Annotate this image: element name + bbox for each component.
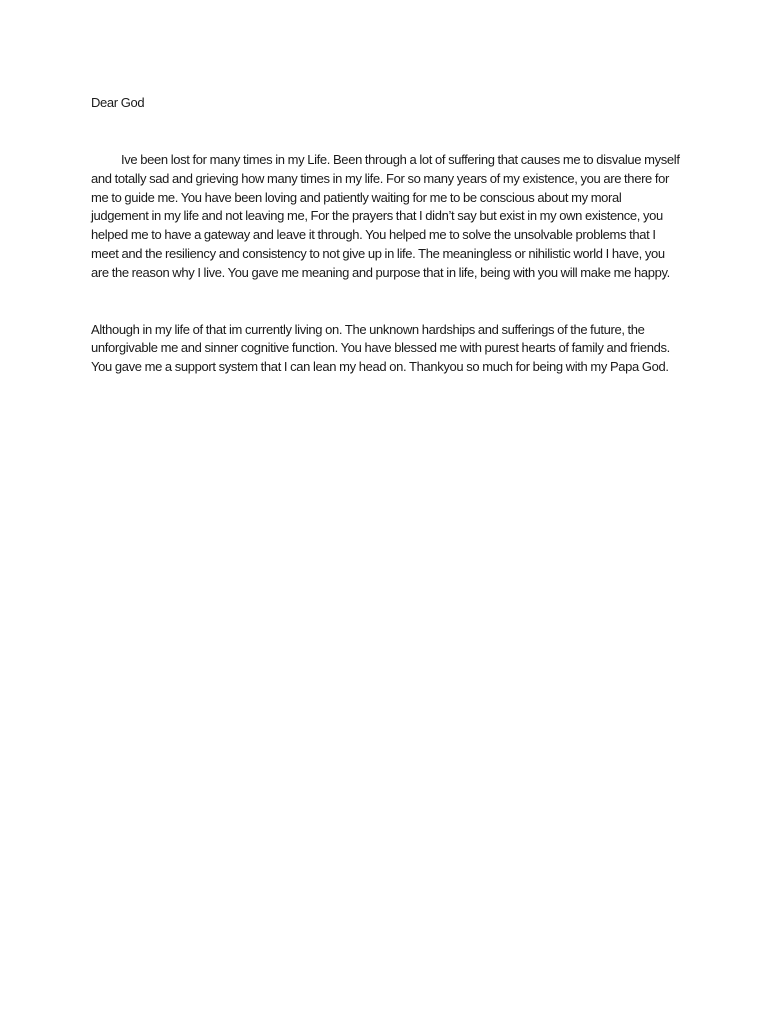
letter-body [91, 94, 681, 377]
letter-paragraph-2: Although in my life of that im currently living on. The unknown hardships and sufferings of the future, the unforgivable me and sinner cognitive function. You have blessed me with purest hearts of family and friends. You gave me a support system that I can lean my head on. Thankyou so much for being with my Papa God. [91, 321, 670, 375]
letter-salutation: Dear God [91, 95, 145, 110]
letter-paragraph-1: Ive been lost for many times in my Life. Been through a lot of suffering that causes me to disvalue myself and totally sad and grieving how many times in my life. For so many years of my existence, you are there for me to guide me. You have been loving and patiently waiting for me to be conscious about my moral judgement in my life and not leaving me, For the prayers that I didn’t say but exist in my own existence, you helped me to have a gateway and leave it through. You helped me to solve the unsolvable problems that I meet and the resiliency and consistency to not give up in life. The meaningless or nihilistic world I have, you are the reason why I live. You gave me meaning and purpose that in life, being with you will make me happy. [91, 152, 680, 280]
